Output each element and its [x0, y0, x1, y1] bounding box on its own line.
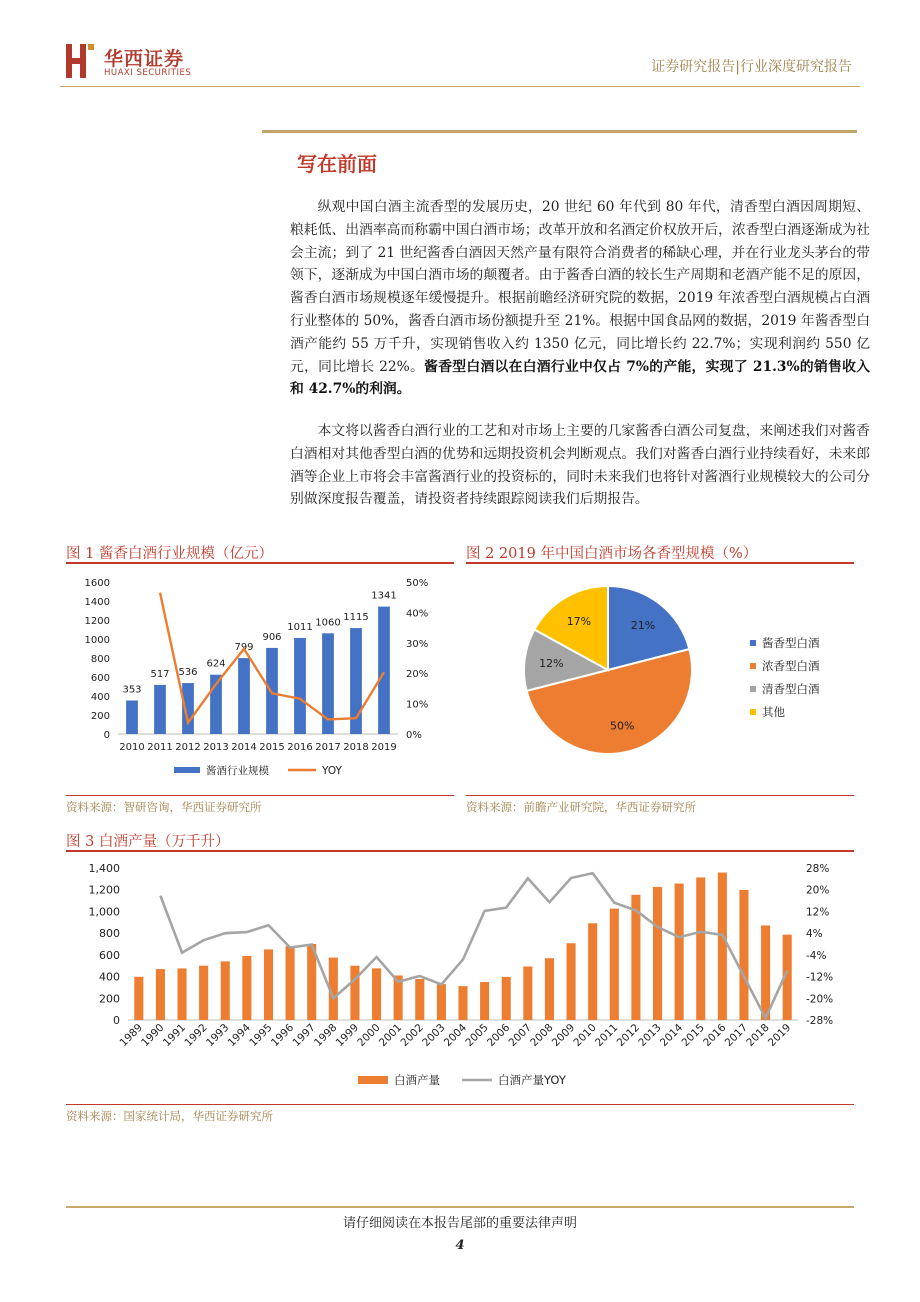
bar: [350, 966, 359, 1020]
fig1-source: 资料来源：智研咨询，华西证券研究所: [66, 800, 262, 814]
y2-tick-label: 4%: [806, 928, 823, 941]
bar: [761, 925, 770, 1020]
fig1-title: 图 1 酱香白酒行业规模（亿元）: [66, 546, 273, 562]
x-tick-label: 1995: [247, 1021, 275, 1050]
bar: [264, 949, 273, 1020]
bar: [739, 890, 748, 1020]
header-divider: [60, 86, 860, 87]
fig2-chart: [466, 566, 856, 788]
x-tick-label: 2012: [175, 742, 201, 753]
y2-tick-label: 28%: [806, 863, 830, 875]
bar-value-label: 1115: [343, 612, 369, 624]
bar: [437, 984, 446, 1020]
x-tick-label: 2002: [398, 1021, 426, 1050]
pie-slice-label: 50%: [609, 719, 635, 733]
x-tick-label: 1993: [203, 1021, 232, 1050]
x-tick-label: 2013: [203, 742, 229, 753]
x-tick-label: 2015: [259, 742, 285, 753]
paragraph-intro-bold: 酱香型白酒以在白酒行业中仅占 7%的产能，实现了 21.3%的销售收入和 42.7%的利润。: [290, 358, 870, 398]
fig1-bottom-rule: [66, 795, 454, 796]
legend-label: 酱香型白酒: [762, 636, 820, 650]
legend-swatch: [750, 640, 756, 646]
footer-divider: [66, 1206, 854, 1208]
fig3-source: 资料来源：国家统计局，华西证券研究所: [66, 1109, 273, 1123]
x-tick-label: 1996: [268, 1021, 297, 1050]
section-divider: [262, 130, 857, 133]
x-tick-label: 1989: [117, 1021, 145, 1050]
bar: [134, 977, 143, 1020]
legend-label-bars: 白酒产量: [394, 1073, 440, 1087]
pie-slice-label: 21%: [630, 618, 656, 632]
bar: [238, 658, 250, 734]
fig2-top-rule: [466, 562, 854, 564]
x-tick-label: 2000: [355, 1021, 383, 1050]
bar-value-label: 906: [262, 631, 282, 643]
bar: [588, 923, 597, 1020]
bar-value-label: 1060: [315, 617, 341, 629]
y2-tick-label: 30%: [406, 638, 429, 650]
y-tick-label: 1200: [84, 616, 110, 627]
bar: [221, 961, 230, 1020]
legend-swatch-bars: [174, 767, 200, 773]
bar: [266, 648, 278, 734]
x-tick-label: 2018: [343, 742, 369, 753]
y-tick-label: 1,200: [88, 883, 120, 897]
y2-tick-label: -20%: [806, 993, 834, 1006]
fig2-bottom-rule: [466, 795, 854, 796]
legend-label: 其他: [762, 705, 785, 719]
bar: [294, 638, 306, 734]
bar: [653, 887, 662, 1020]
x-tick-label: 1997: [290, 1021, 318, 1050]
legend-swatch: [750, 686, 756, 692]
report-type-label: 证券研究报告|行业深度研究报告: [651, 59, 852, 75]
bar: [696, 877, 705, 1020]
paragraph-outlook: 本文将以酱香白酒行业的工艺和对市场上主要的几家酱香白酒公司复盘，来阐述我们对酱香白酒相对其他香型白酒的优势和远期投资机会判断观点。我们对酱香白酒行业持续看好，未来郎酒等企业上市将会丰富酱酒行业的投资标的，同时未来我们也将针对酱酒行业规模较大的公司分别做深度报告覆盖，请投资者持续跟踪阅读我们后期报告。: [290, 423, 870, 508]
y-tick-label: 600: [99, 948, 120, 962]
x-tick-label: 2016: [701, 1021, 729, 1050]
x-tick-label: 2010: [119, 742, 145, 753]
y2-tick-label: 20%: [806, 884, 830, 897]
y-tick-label: 600: [90, 673, 110, 684]
x-tick-label: 2004: [441, 1021, 470, 1050]
x-tick-label: 2014: [657, 1021, 686, 1050]
bar-value-label: 624: [206, 658, 226, 670]
y-tick-label: 400: [90, 692, 110, 703]
x-tick-label: 2017: [722, 1021, 751, 1050]
bar-value-label: 536: [178, 667, 198, 679]
x-tick-label: 1991: [160, 1021, 189, 1050]
fig3-chart: [66, 854, 856, 1100]
bar: [610, 909, 619, 1020]
x-tick-label: 2018: [744, 1021, 772, 1050]
y2-tick-label: 10%: [406, 699, 429, 711]
y-tick-label: 1,400: [88, 862, 120, 875]
x-tick-label: 1994: [225, 1021, 253, 1050]
bar: [378, 607, 390, 734]
yoy-line: [160, 873, 787, 1018]
y2-tick-label: 50%: [406, 578, 429, 589]
bar: [415, 979, 424, 1020]
x-tick-label: 2011: [593, 1021, 621, 1050]
x-tick-label: 2014: [231, 742, 257, 753]
legend-label: 清香型白酒: [762, 682, 820, 696]
y-tick-label: 0: [103, 730, 110, 741]
x-tick-label: 2009: [549, 1021, 578, 1050]
bar: [502, 977, 511, 1020]
x-tick-label: 2003: [420, 1021, 448, 1050]
bar: [675, 884, 684, 1020]
y-tick-label: 800: [99, 927, 120, 941]
x-tick-label: 1992: [182, 1021, 210, 1050]
bar: [458, 986, 467, 1020]
bar: [154, 685, 166, 734]
fig2-source: 资料来源：前瞻产业研究院，华西证券研究所: [466, 800, 696, 814]
x-tick-label: 1998: [312, 1021, 340, 1050]
x-tick-label: 2005: [463, 1021, 491, 1050]
logo-text-cn: 华西证券: [104, 48, 185, 70]
x-tick-label: 2006: [484, 1021, 513, 1050]
bar: [372, 968, 381, 1020]
paragraph-intro-text: 纵观中国白酒主流香型的发展历史，20 世纪 60 年代到 80 年代，清香型白酒因周期短、粮耗低、出酒率高而称霸中国白酒市场；改革开放和名酒定价权放开后，浓香型白酒逐渐成为社会主流；到了 21 世纪酱香白酒因天然产量有限符合消费者的稀缺心理，并在行业龙头茅台的带领下，逐渐成为中国白酒市场的颠覆者。由于酱香白酒的较长生产周期和老酒产能不足的原因，酱香白酒市场规模逐年缓慢提升。根据前瞻经济研究院的数据，2019 年浓香型白酒规模占白酒行业整体的 50%，酱香白酒市场份额提升至 21%。根据中国食品网的数据，2019 年酱香型白酒产能约 55 万千升，实现销售收入约 1350 亿元，同比增长约 22.7%；实现利润约 550 亿元，同比增长 22%。: [290, 199, 870, 375]
section-title: 写在前面: [297, 152, 377, 176]
bar: [523, 966, 532, 1020]
y2-tick-label: 20%: [406, 669, 429, 681]
bar: [718, 873, 727, 1020]
x-tick-label: 2017: [315, 742, 341, 753]
y-tick-label: 800: [90, 654, 110, 665]
y2-tick-label: -28%: [806, 1015, 834, 1027]
bar-value-label: 353: [122, 684, 142, 696]
x-tick-label: 2010: [571, 1021, 599, 1050]
x-tick-label: 2013: [636, 1021, 664, 1050]
y2-tick-label: -4%: [806, 949, 827, 962]
bar: [480, 982, 489, 1020]
bar-value-label: 799: [234, 642, 254, 654]
fig1-top-rule: [66, 562, 454, 564]
legend-swatch-bars: [358, 1076, 388, 1084]
fig3-title: 图 3 白酒产量（万千升）: [66, 834, 230, 850]
bar: [126, 700, 138, 734]
bar: [286, 946, 295, 1020]
x-tick-label: 2008: [528, 1021, 556, 1050]
x-tick-label: 2016: [287, 742, 313, 753]
bar-value-label: 1011: [287, 621, 313, 633]
pie-slice-label: 17%: [566, 614, 592, 628]
huaxi-logo-icon: [66, 44, 94, 78]
fig3-top-rule: [66, 850, 854, 852]
bar: [545, 958, 554, 1020]
x-tick-label: 2019: [371, 742, 397, 753]
page-number: 4: [455, 1238, 465, 1253]
paragraph-intro: [290, 196, 870, 401]
logo-text-en: HUAXI SECURITIES: [104, 68, 192, 78]
y-tick-label: 400: [99, 970, 120, 984]
legend-label: 浓香型白酒: [762, 659, 820, 673]
y2-tick-label: 40%: [406, 608, 429, 620]
x-tick-label: 2007: [506, 1021, 534, 1050]
bar: [567, 943, 576, 1020]
bar: [177, 968, 186, 1020]
y2-tick-label: -12%: [806, 971, 834, 984]
legend-swatch: [750, 709, 756, 715]
y-tick-label: 1000: [84, 635, 110, 646]
bar: [156, 969, 165, 1020]
x-tick-label: 2011: [147, 742, 173, 753]
fig2-title: 图 2 2019 年中国白酒市场各香型规模（%）: [466, 546, 758, 562]
x-tick-label: 2012: [614, 1021, 643, 1050]
y-tick-label: 1600: [84, 578, 110, 589]
y-tick-label: 0: [113, 1014, 120, 1027]
fig1-chart: [66, 566, 456, 788]
legend-label-bars: 酱酒行业规模: [206, 765, 269, 777]
bar: [242, 956, 251, 1020]
y-tick-label: 200: [99, 992, 120, 1006]
legend-label-line: YOY: [322, 765, 342, 777]
x-tick-label: 1999: [333, 1021, 362, 1050]
fig3-bottom-rule: [66, 1104, 854, 1105]
legend-swatch: [750, 663, 756, 669]
bar-value-label: 517: [150, 668, 170, 680]
x-tick-label: 2001: [376, 1021, 405, 1050]
y-tick-label: 200: [90, 711, 110, 722]
y2-tick-label: 0%: [406, 730, 422, 741]
pie-slice-label: 12%: [539, 656, 564, 670]
y-tick-label: 1,000: [88, 905, 120, 919]
x-tick-label: 2015: [679, 1021, 707, 1050]
x-tick-label: 1990: [139, 1021, 167, 1050]
y2-tick-label: 12%: [806, 906, 830, 919]
y-tick-label: 1400: [84, 597, 110, 608]
bar: [199, 966, 208, 1020]
x-tick-label: 2019: [765, 1021, 794, 1050]
legend-label-line: 白酒产量YOY: [498, 1073, 566, 1087]
bar-value-label: 1341: [371, 590, 397, 602]
footer-legal-note: 请仔细阅读在本报告尾部的重要法律声明: [342, 1216, 577, 1231]
